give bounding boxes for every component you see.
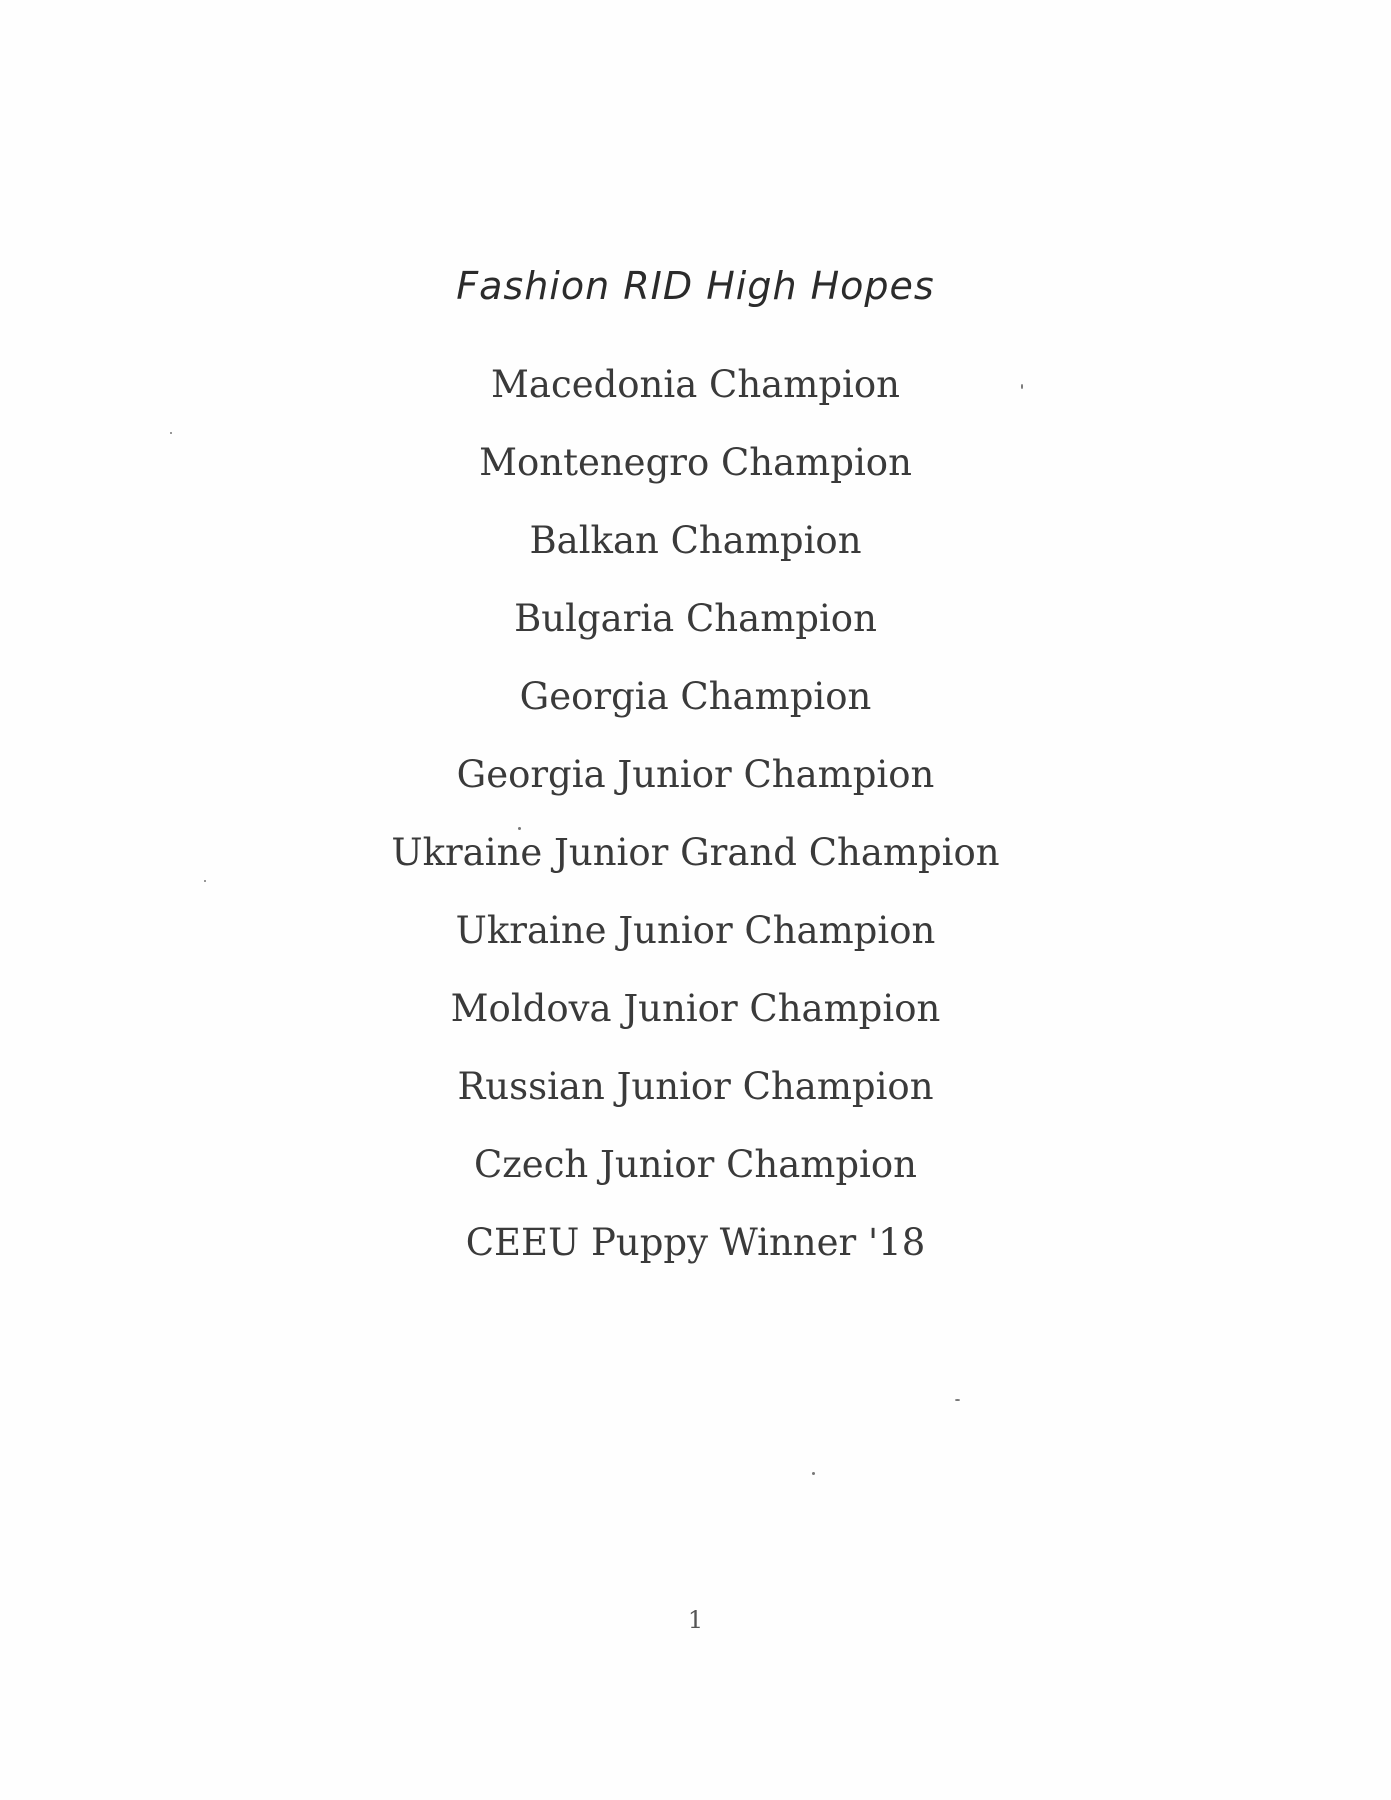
list-item: Ukraine Junior Grand Champion xyxy=(391,831,1000,874)
list-item: Georgia Junior Champion xyxy=(456,753,935,796)
scan-speck xyxy=(812,1472,815,1475)
list-item: Macedonia Champion xyxy=(491,363,900,406)
handwritten-title: Fashion RID High Hopes xyxy=(456,264,935,308)
scan-speck xyxy=(955,1399,960,1401)
list-item: Moldova Junior Champion xyxy=(450,987,941,1030)
list-item: Russian Junior Champion xyxy=(457,1065,934,1108)
championship-titles-list xyxy=(0,357,1391,1293)
scan-speck xyxy=(1021,384,1023,389)
list-item: Czech Junior Champion xyxy=(474,1143,917,1186)
list-item: Balkan Champion xyxy=(529,519,862,562)
scan-speck xyxy=(518,827,521,830)
list-item: Georgia Champion xyxy=(519,675,872,718)
page-number: 1 xyxy=(687,1606,704,1634)
list-item: CEEU Puppy Winner '18 xyxy=(465,1221,926,1264)
scan-speck xyxy=(170,432,172,434)
list-item: Ukraine Junior Champion xyxy=(455,909,936,952)
scan-speck xyxy=(204,880,206,882)
list-item: Bulgaria Champion xyxy=(514,597,877,640)
list-item: Montenegro Champion xyxy=(479,441,912,484)
